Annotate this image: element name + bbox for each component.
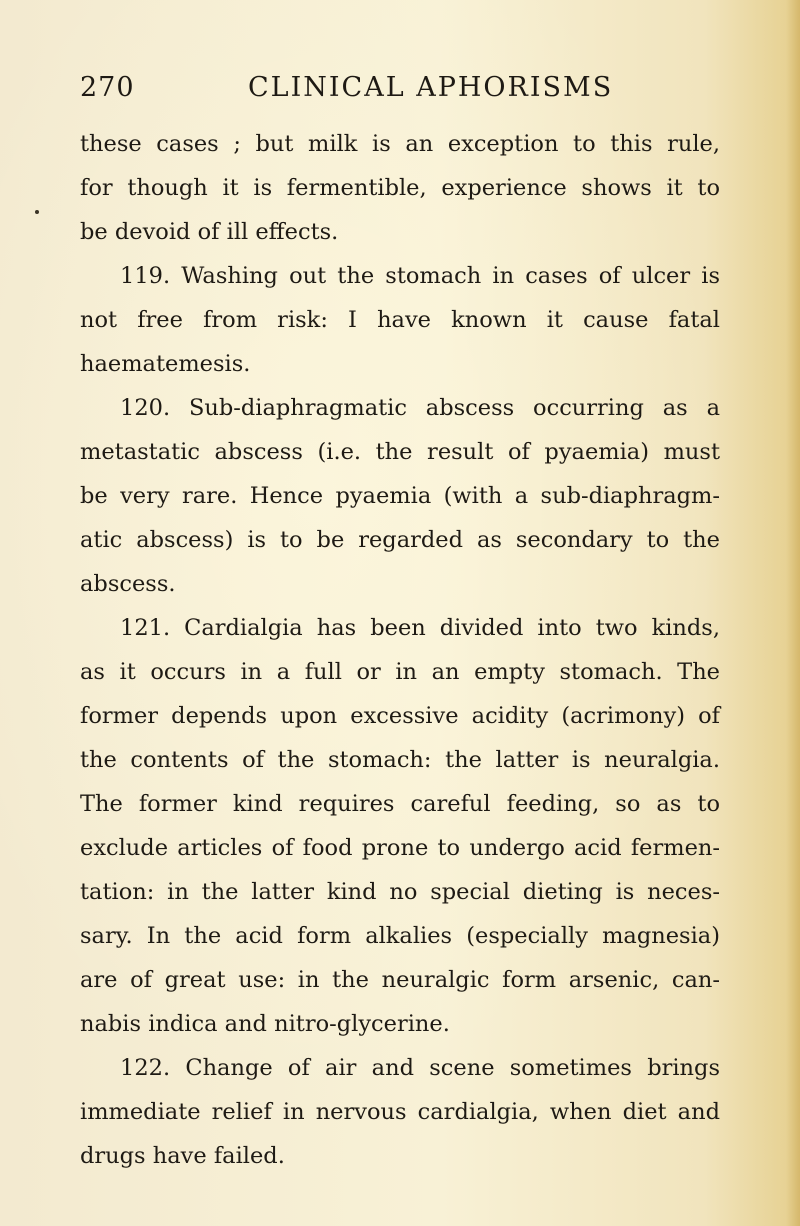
body-text (80, 122, 720, 1178)
aphorism-120-start: 120. Sub-diaphragmatic abscess occurring as a (120, 395, 720, 421)
text-line: former depends upon excessive acidity (acrimony) of (80, 703, 720, 729)
text-line: The former kind requires careful feeding, so as to (80, 791, 720, 817)
page-header (80, 72, 730, 116)
page-edge-shadow (786, 0, 800, 1226)
text-line: exclude articles of food prone to undergo acid fermen- (80, 835, 720, 861)
text-line: not free from risk: I have known it cause fatal (80, 307, 720, 333)
aphorism-119-start: 119. Washing out the stomach in cases of ulcer is (120, 263, 720, 289)
text-line: metastatic abscess (i.e. the result of pyaemia) must (80, 439, 720, 465)
aphorism-121-start: 121. Cardialgia has been divided into two kinds, (120, 615, 720, 641)
text-line: for though it is fermentible, experience shows it to (80, 175, 720, 201)
page-number: 270 (80, 72, 135, 103)
running-head: CLINICAL APHORISMS (248, 72, 614, 103)
text-line: abscess. (80, 571, 176, 597)
aphorism-122-start: 122. Change of air and scene sometimes brings (120, 1055, 720, 1081)
text-line: drugs have failed. (80, 1143, 285, 1169)
text-line: these cases ; but milk is an exception to this rule, (80, 131, 720, 157)
text-line: be devoid of ill effects. (80, 219, 339, 245)
text-line: atic abscess) is to be regarded as secondary to the (80, 527, 720, 553)
text-line: nabis indica and nitro-glycerine. (80, 1011, 450, 1037)
text-line: haematemesis. (80, 351, 251, 377)
text-line: immediate relief in nervous cardialgia, when diet and (80, 1099, 720, 1125)
text-line: as it occurs in a full or in an empty stomach. The (80, 659, 720, 685)
margin-dot-mark (35, 210, 39, 214)
text-line: sary. In the acid form alkalies (especially magnesia) (80, 923, 720, 949)
text-line: are of great use: in the neuralgic form arsenic, can- (80, 967, 720, 993)
text-line: be very rare. Hence pyaemia (with a sub-diaphragm- (80, 483, 720, 509)
text-line: tation: in the latter kind no special dieting is neces- (80, 879, 720, 905)
text-line: the contents of the stomach: the latter is neuralgia. (80, 747, 720, 773)
